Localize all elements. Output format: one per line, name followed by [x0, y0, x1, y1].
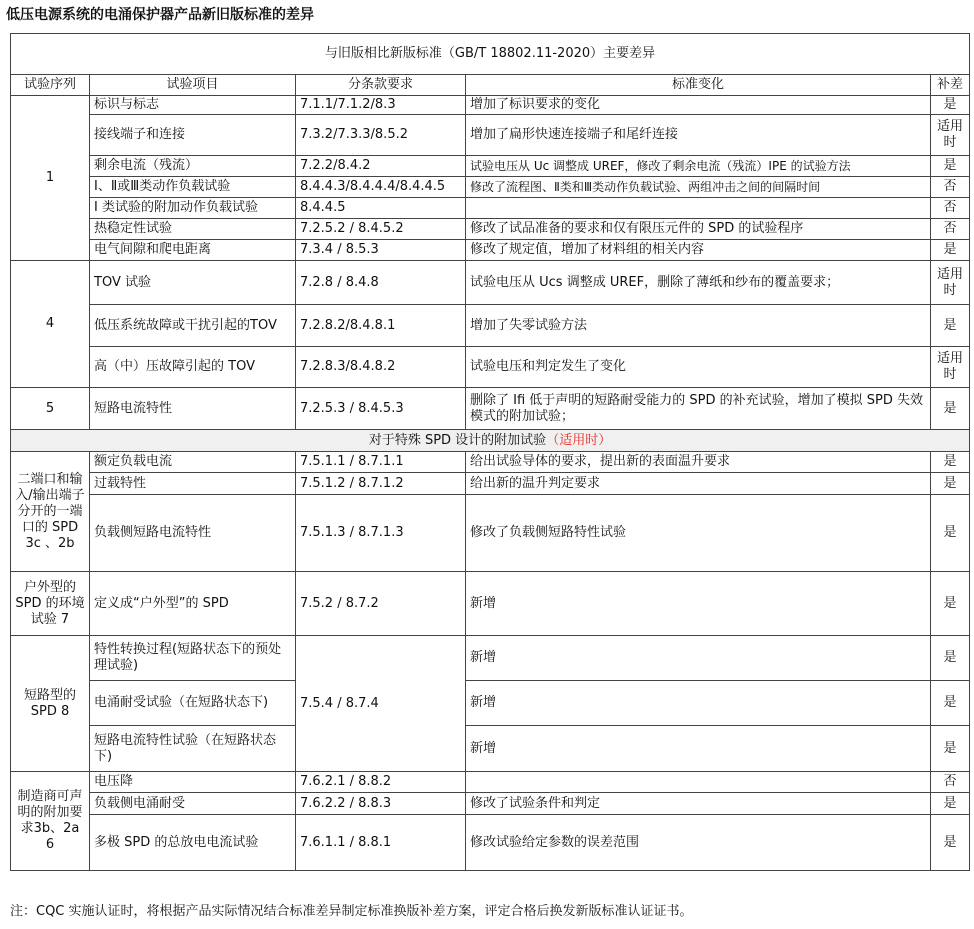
supp-cell: 是 — [931, 452, 970, 473]
supp-cell: 适用时 — [931, 115, 970, 156]
change-cell: 新增 — [466, 572, 931, 636]
supp-cell: 适用时 — [931, 347, 970, 388]
table-row — [11, 772, 970, 793]
item-cell: 额定负载电流 — [90, 452, 296, 473]
special-section-row — [11, 430, 970, 452]
change-cell: 试验电压从 Uc 调整成 UREF，修改了剩余电流（残流）IPE 的试验方法 — [466, 156, 931, 177]
table-caption: 与旧版相比新版标准（GB/T 18802.11-2020）主要差异 — [11, 34, 970, 75]
change-cell: 增加了标识要求的变化 — [466, 96, 931, 115]
header-row — [11, 75, 970, 96]
special-section-text: 对于特殊 SPD 设计的附加试验 — [368, 432, 547, 448]
supp-cell: 是 — [931, 305, 970, 347]
clause-cell: 7.5.2 / 8.7.2 — [296, 572, 466, 636]
change-cell: 给出新的温升判定要求 — [466, 473, 931, 495]
col-header-clause: 分条款要求 — [296, 75, 466, 96]
clause-cell: 7.5.1.3 / 8.7.1.3 — [296, 495, 466, 572]
clause-cell: 7.6.1.1 / 8.8.1 — [296, 815, 466, 871]
special-section-label — [11, 430, 970, 452]
clause-cell: 7.2.8.3/8.4.8.2 — [296, 347, 466, 388]
item-cell: 高（中）压故障引起的 TOV — [90, 347, 296, 388]
item-cell: 过载特性 — [90, 473, 296, 495]
group-cell-4: 4 — [11, 261, 90, 388]
change-cell: 修改了规定值，增加了材料组的相关内容 — [466, 240, 931, 261]
group-cell-7: 户外型的SPD 的环境试验 7 — [11, 572, 90, 636]
supp-cell: 是 — [931, 156, 970, 177]
item-cell: 热稳定性试验 — [90, 219, 296, 240]
table-row — [11, 681, 970, 726]
table-row — [11, 452, 970, 473]
table-row — [11, 388, 970, 430]
clause-cell: 7.6.2.1 / 8.8.2 — [296, 772, 466, 793]
item-cell: 负载侧电涌耐受 — [90, 793, 296, 815]
supp-cell: 否 — [931, 772, 970, 793]
item-cell: 短路电流特性试验（在短路状态下) — [90, 726, 296, 772]
special-section-tag: （适用时） — [546, 432, 612, 448]
item-cell: 多极 SPD 的总放电电流试验 — [90, 815, 296, 871]
table-row — [11, 240, 970, 261]
change-cell: 修改试验给定参数的误差范围 — [466, 815, 931, 871]
change-cell: 试验电压从 Ucs 调整成 UREF，删除了薄纸和纱布的覆盖要求； — [466, 261, 931, 305]
supp-cell: 是 — [931, 96, 970, 115]
supp-cell: 是 — [931, 473, 970, 495]
item-cell: 剩余电流（残流） — [90, 156, 296, 177]
change-cell — [466, 772, 931, 793]
change-cell: 增加了失零试验方法 — [466, 305, 931, 347]
clause-cell: 7.3.4 / 8.5.3 — [296, 240, 466, 261]
clause-cell: 7.5.1.1 / 8.7.1.1 — [296, 452, 466, 473]
change-cell: 新增 — [466, 636, 931, 681]
table-row — [11, 636, 970, 681]
item-cell: TOV 试验 — [90, 261, 296, 305]
table-row — [11, 219, 970, 240]
change-cell: 增加了扁形快速连接端子和尾纤连接 — [466, 115, 931, 156]
table-row — [11, 156, 970, 177]
clause-cell: 7.2.8.2/8.4.8.1 — [296, 305, 466, 347]
table-row — [11, 495, 970, 572]
table-row — [11, 177, 970, 198]
item-cell: 电涌耐受试验（在短路状态下) — [90, 681, 296, 726]
supp-cell: 是 — [931, 572, 970, 636]
group-cell-9: 制造商可声明的附加要求3b、2a 6 — [11, 772, 90, 871]
group-cell-6: 二端口和输入/输出端子分开的一端口的 SPD 3c 、2b — [11, 452, 90, 572]
group-cell-1: 1 — [11, 96, 90, 261]
supp-cell: 否 — [931, 198, 970, 219]
table-row — [11, 473, 970, 495]
table-row — [11, 572, 970, 636]
item-cell: 电气间隙和爬电距离 — [90, 240, 296, 261]
table-row — [11, 793, 970, 815]
item-cell: I 类试验的附加动作负载试验 — [90, 198, 296, 219]
item-cell: 低压系统故障或干扰引起的TOV — [90, 305, 296, 347]
group-cell-5: 5 — [11, 388, 90, 430]
supp-cell: 是 — [931, 636, 970, 681]
supp-cell: 是 — [931, 793, 970, 815]
item-cell: 负载侧短路电流特性 — [90, 495, 296, 572]
supp-cell: 是 — [931, 815, 970, 871]
change-cell: 试验电压和判定发生了变化 — [466, 347, 931, 388]
table-row — [11, 115, 970, 156]
item-cell: 定义成“户外型”的 SPD — [90, 572, 296, 636]
clause-cell: 7.5.1.2 / 8.7.1.2 — [296, 473, 466, 495]
change-cell: 修改了负载侧短路特性试验 — [466, 495, 931, 572]
clause-cell: 7.2.8 / 8.4.8 — [296, 261, 466, 305]
change-cell: 新增 — [466, 681, 931, 726]
standard-diff-table — [10, 33, 970, 871]
clause-cell: 7.6.2.2 / 8.8.3 — [296, 793, 466, 815]
table-row — [11, 726, 970, 772]
change-cell — [466, 198, 931, 219]
table-row — [11, 815, 970, 871]
supp-cell: 否 — [931, 219, 970, 240]
supp-cell: 是 — [931, 726, 970, 772]
group-cell-8: 短路型的SPD 8 — [11, 636, 90, 772]
clause-cell: 7.2.2/8.4.2 — [296, 156, 466, 177]
clause-cell: 7.2.5.2 / 8.4.5.2 — [296, 219, 466, 240]
table-row — [11, 96, 970, 115]
item-cell: 特性转换过程(短路状态下的预处理试验) — [90, 636, 296, 681]
supp-cell: 否 — [931, 177, 970, 198]
clause-cell: 8.4.4.3/8.4.4.4/8.4.4.5 — [296, 177, 466, 198]
col-header-seq: 试验序列 — [11, 75, 90, 96]
item-cell: 标识与标志 — [90, 96, 296, 115]
change-cell: 给出试验导体的要求，提出新的表面温升要求 — [466, 452, 931, 473]
change-cell: 删除了 Ifi 低于声明的短路耐受能力的 SPD 的补充试验，增加了模拟 SPD 失效模式的附加试验； — [466, 388, 931, 430]
supp-cell: 是 — [931, 681, 970, 726]
table-row — [11, 261, 970, 305]
clause-cell: 8.4.4.5 — [296, 198, 466, 219]
change-cell: 新增 — [466, 726, 931, 772]
footnote: 注：CQC 实施认证时，将根据产品实际情况结合标准差异制定标准换版补差方案，评定合格后换发新版标准认证证书。 — [10, 904, 693, 919]
col-header-change: 标准变化 — [466, 75, 931, 96]
table-row — [11, 198, 970, 219]
col-header-item: 试验项目 — [90, 75, 296, 96]
change-cell: 修改了试品准备的要求和仅有限压元件的 SPD 的试验程序 — [466, 219, 931, 240]
supp-cell: 是 — [931, 388, 970, 430]
item-cell: 短路电流特性 — [90, 388, 296, 430]
supp-cell: 是 — [931, 240, 970, 261]
table-row — [11, 347, 970, 388]
table-row — [11, 305, 970, 347]
item-cell: 接线端子和连接 — [90, 115, 296, 156]
clause-cell: 7.3.2/7.3.3/8.5.2 — [296, 115, 466, 156]
supp-cell: 适用时 — [931, 261, 970, 305]
change-cell: 修改了试验条件和判定 — [466, 793, 931, 815]
change-cell: 修改了流程图、Ⅱ类和Ⅲ类动作负载试验、两组冲击之间的间隔时间 — [466, 177, 931, 198]
supp-cell: 是 — [931, 495, 970, 572]
clause-cell: 7.2.5.3 / 8.4.5.3 — [296, 388, 466, 430]
clause-cell-short-circuit: 7.5.4 / 8.7.4 — [296, 636, 466, 772]
item-cell: 电压降 — [90, 772, 296, 793]
col-header-supp: 补差 — [931, 75, 970, 96]
item-cell: Ⅰ、Ⅱ或Ⅲ类动作负载试验 — [90, 177, 296, 198]
clause-cell: 7.1.1/7.1.2/8.3 — [296, 96, 466, 115]
page-title: 低压电源系统的电涌保护器产品新旧版标准的差异 — [6, 7, 314, 23]
